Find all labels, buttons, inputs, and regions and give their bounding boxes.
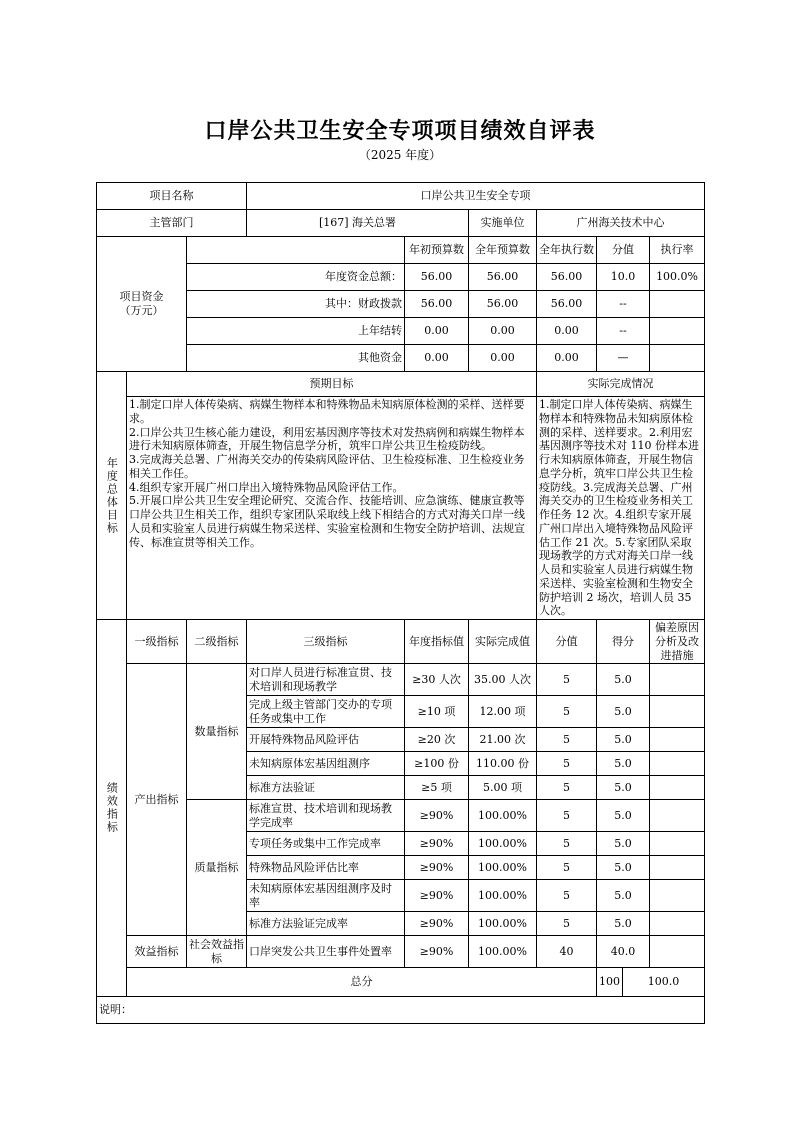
indicator-actual: 110.00 份 (469, 752, 537, 776)
indicator-deviation (650, 696, 705, 728)
funds-row-label: 年度资金总额： (187, 264, 405, 291)
indicator-deviation (650, 856, 705, 880)
perf-header: 得分 (597, 620, 650, 664)
project-name-label: 项目名称 (97, 183, 247, 210)
indicator-name: 标准宣贯、技术培训和现场教学完成率 (247, 800, 405, 832)
funds-cell: 56.00 (537, 291, 597, 318)
expected-goal-header: 预期目标 (127, 372, 537, 397)
funds-row-label: 其他资金 (187, 345, 405, 372)
funds-cell: 56.00 (405, 264, 469, 291)
funds-header: 年初预算数 (405, 237, 469, 264)
total-score: 100 (597, 968, 623, 997)
indicator-score: 5 (537, 912, 597, 936)
perf-label-text: 绩效指标 (105, 782, 119, 835)
indicator-got: 5.0 (597, 752, 650, 776)
funds-cell: 0.00 (537, 345, 597, 372)
perf-label (97, 620, 127, 997)
indicator-actual: 5.00 项 (469, 776, 537, 800)
goals-label-text: 年度总体目标 (105, 456, 119, 535)
funds-cell: — (597, 345, 650, 372)
funds-cell (650, 345, 705, 372)
total-got: 100.0 (623, 968, 705, 997)
indicator-score: 5 (537, 880, 597, 912)
indicator-actual: 12.00 项 (469, 696, 537, 728)
indicator-score: 5 (537, 776, 597, 800)
funds-cell (650, 291, 705, 318)
perf-header: 偏差原因分析及改进措施 (650, 620, 705, 664)
funds-cell: 10.0 (597, 264, 650, 291)
indicator-actual: 100.00% (469, 936, 537, 968)
goals-label (97, 372, 127, 620)
indicator-target: ≥100 份 (405, 752, 469, 776)
funds-label: 项目资金 （万元） (97, 237, 187, 372)
indicator-name: 标准方法验证 (247, 776, 405, 800)
funds-cell: 56.00 (469, 291, 537, 318)
funds-cell: 0.00 (469, 345, 537, 372)
indicator-deviation (650, 832, 705, 856)
funds-cell: 100.0% (650, 264, 705, 291)
indicator-target: ≥90% (405, 880, 469, 912)
indicator-actual: 100.00% (469, 912, 537, 936)
indicator-target: ≥10 项 (405, 696, 469, 728)
funds-cell: -- (597, 318, 650, 345)
perf-header: 三级指标 (247, 620, 405, 664)
level2-quality: 质量指标 (187, 800, 247, 936)
perf-header: 年度指标值 (405, 620, 469, 664)
indicator-got: 5.0 (597, 856, 650, 880)
expected-goal-text: 1.制定口岸人体传染病、病媒生物样本和特殊物品未知病原体检测的采样、送样要求。 2.口岸公共卫生核心能力建设，利用宏基因测序等技术对发热病例和病媒生物样本进行未知病原体筛查，开展生物信息学分析，筑牢口岸公共卫生检疫防线。 3.完成海关总署、广州海关交办的传染病风险评估、卫生检疫标准、卫生检疫业务相关工作任。 4.组织专家开展广州口岸出入境特殊物品风险评估工作。 5.开展口岸公共卫生安全理论研究、交流合作、技能培训、应急演练、健康宣教等口岸公共卫生相关工作，组织专家团队采取线上线下相结合的方式对海关口岸一线人员和实验室人员进行病媒生物采送样、实验室检测和生物安全防护培训、法规宣传、标准宣贯等相关工作。 (127, 397, 537, 620)
indicator-deviation (650, 752, 705, 776)
indicator-target: ≥90% (405, 856, 469, 880)
indicator-got: 40.0 (597, 936, 650, 968)
self-evaluation-table (96, 182, 705, 1024)
indicator-deviation (650, 776, 705, 800)
indicator-got: 5.0 (597, 912, 650, 936)
unit-value: 广州海关技术中心 (537, 210, 705, 237)
indicator-actual: 100.00% (469, 832, 537, 856)
project-name-value: 口岸公共卫生安全专项 (247, 183, 705, 210)
perf-header: 一级指标 (127, 620, 187, 664)
funds-cell: 0.00 (405, 345, 469, 372)
level2-social: 社会效益指标 (187, 936, 247, 968)
indicator-name: 未知病原体宏基因组测序 (247, 752, 405, 776)
funds-cell: 0.00 (405, 318, 469, 345)
funds-cell: 56.00 (469, 264, 537, 291)
indicator-name: 标准方法验证完成率 (247, 912, 405, 936)
dept-label: 主管部门 (97, 210, 247, 237)
indicator-name: 开展特殊物品风险评估 (247, 728, 405, 752)
indicator-got: 5.0 (597, 664, 650, 696)
funds-cell: 0.00 (537, 318, 597, 345)
funds-header: 执行率 (650, 237, 705, 264)
indicator-got: 5.0 (597, 832, 650, 856)
indicator-target: ≥5 项 (405, 776, 469, 800)
indicator-score: 5 (537, 832, 597, 856)
indicator-actual: 100.00% (469, 800, 537, 832)
indicator-name: 口岸突发公共卫生事件处置率 (247, 936, 405, 968)
dept-value: [167] 海关总署 (247, 210, 469, 237)
indicator-got: 5.0 (597, 800, 650, 832)
funds-row-label: 其中：财政拨款 (187, 291, 405, 318)
level1-benefit: 效益指标 (127, 936, 187, 968)
indicator-target: ≥20 次 (405, 728, 469, 752)
funds-header: 全年执行数 (537, 237, 597, 264)
indicator-actual: 35.00 人次 (469, 664, 537, 696)
indicator-deviation (650, 664, 705, 696)
page-title: 口岸公共卫生安全专项项目绩效自评表 (204, 118, 596, 144)
funds-cell: 56.00 (405, 291, 469, 318)
report-year: （2025 年度） (358, 148, 442, 162)
indicator-got: 5.0 (597, 880, 650, 912)
unit-label: 实施单位 (469, 210, 537, 237)
indicator-target: ≥90% (405, 832, 469, 856)
indicator-deviation (650, 912, 705, 936)
indicator-target: ≥90% (405, 800, 469, 832)
perf-header: 分值 (537, 620, 597, 664)
level2-quantity: 数量指标 (187, 664, 247, 800)
perf-header: 实际完成值 (469, 620, 537, 664)
indicator-deviation (650, 880, 705, 912)
funds-cell: 0.00 (469, 318, 537, 345)
level1-output: 产出指标 (127, 664, 187, 936)
funds-header: 全年预算数 (469, 237, 537, 264)
indicator-score: 5 (537, 800, 597, 832)
indicator-deviation (650, 728, 705, 752)
indicator-name: 未知病原体宏基因组测序及时率 (247, 880, 405, 912)
indicator-deviation (650, 936, 705, 968)
funds-cell (650, 318, 705, 345)
indicator-got: 5.0 (597, 776, 650, 800)
indicator-target: ≥90% (405, 936, 469, 968)
indicator-name: 对口岸人员进行标准宣贯、技术培训和现场教学 (247, 664, 405, 696)
note: 说明： (97, 997, 705, 1024)
indicator-name: 完成上级主管部门交办的专项任务或集中工作 (247, 696, 405, 728)
indicator-target: ≥90% (405, 912, 469, 936)
funds-header: 分值 (597, 237, 650, 264)
indicator-target: ≥30 人次 (405, 664, 469, 696)
indicator-name: 专项任务或集中工作完成率 (247, 832, 405, 856)
funds-cell: 56.00 (537, 264, 597, 291)
funds-row-label: 上年结转 (187, 318, 405, 345)
indicator-score: 5 (537, 728, 597, 752)
indicator-score: 5 (537, 696, 597, 728)
perf-header: 二级指标 (187, 620, 247, 664)
indicator-score: 40 (537, 936, 597, 968)
indicator-got: 5.0 (597, 728, 650, 752)
indicator-got: 5.0 (597, 696, 650, 728)
indicator-deviation (650, 800, 705, 832)
indicator-actual: 21.00 次 (469, 728, 537, 752)
indicator-score: 5 (537, 664, 597, 696)
funds-header-blank (187, 237, 405, 264)
indicator-score: 5 (537, 752, 597, 776)
total-label: 总分 (127, 968, 597, 997)
actual-result-header: 实际完成情况 (537, 372, 705, 397)
indicator-actual: 100.00% (469, 856, 537, 880)
funds-cell: -- (597, 291, 650, 318)
indicator-name: 特殊物品风险评估比率 (247, 856, 405, 880)
actual-result-text: 1.制定口岸人体传染病、病媒生物样本和特殊物品未知病原体检测的采样、送样要求。2.利用宏基因测序等技术对 110 份样本进行未知病原体筛查，开展生物信息学分析，筑牢口岸公共卫生检疫防线。3.完成海关总署、广州海关交办的卫生检疫业务相关工作任务 12 次。4.组织专家开展广州口岸出入境特殊物品风险评估工作 21 次。5.专家团队采取现场教学的方式对海关口岸一线人员和实验室人员进行病媒生物采送样、实验室检测和生物安全防护培训 2 场次，培训人员 35 人次。 (537, 397, 705, 620)
indicator-actual: 100.00% (469, 880, 537, 912)
indicator-score: 5 (537, 856, 597, 880)
